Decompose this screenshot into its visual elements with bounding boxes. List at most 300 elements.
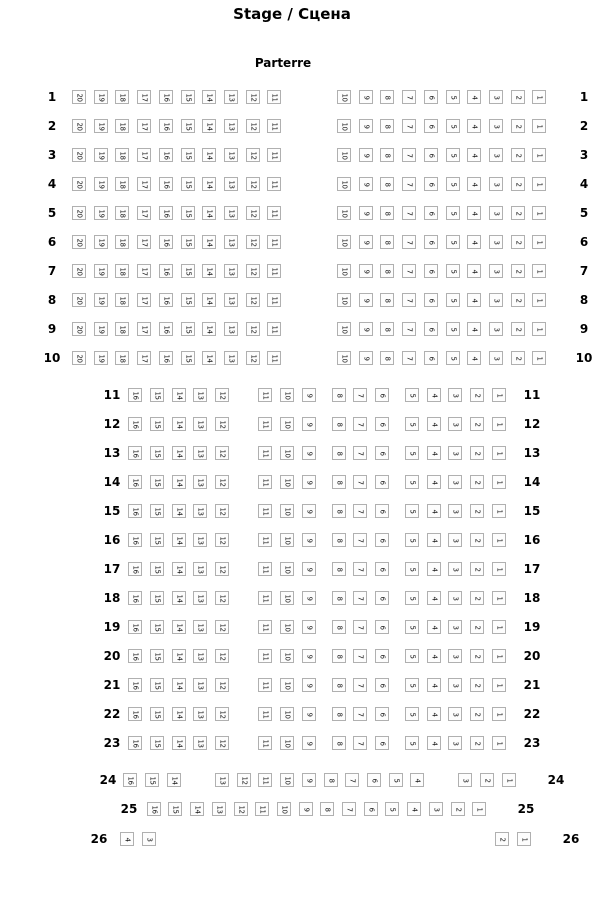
seat-row8-11[interactable] (267, 293, 281, 307)
seat-row4-19[interactable] (94, 177, 108, 191)
seat-row23-11[interactable] (258, 736, 272, 750)
seat-row19-15[interactable] (150, 620, 164, 634)
seat-row4-18[interactable] (115, 177, 129, 191)
seat-row7-11[interactable] (267, 264, 281, 278)
seat-row1-4[interactable] (467, 90, 481, 104)
seat-row15-11[interactable] (258, 504, 272, 518)
seat-row5-12[interactable] (246, 206, 260, 220)
seat-row5-17[interactable] (137, 206, 151, 220)
seat-row4-10[interactable] (337, 177, 351, 191)
seat-row4-11[interactable] (267, 177, 281, 191)
seat-row14-10[interactable] (280, 475, 294, 489)
seat-row2-1[interactable] (532, 119, 546, 133)
seat-row15-4[interactable] (427, 504, 441, 518)
seat-row8-9[interactable] (359, 293, 373, 307)
seat-row20-3[interactable] (448, 649, 462, 663)
seat-row1-17[interactable] (137, 90, 151, 104)
seat-row14-5[interactable] (405, 475, 419, 489)
seat-row1-13[interactable] (224, 90, 238, 104)
seat-row13-7[interactable] (353, 446, 367, 460)
seat-row16-7[interactable] (353, 533, 367, 547)
seat-row7-18[interactable] (115, 264, 129, 278)
seat-row3-11[interactable] (267, 148, 281, 162)
seat-row23-2[interactable] (470, 736, 484, 750)
seat-row3-2[interactable] (511, 148, 525, 162)
seat-row22-13[interactable] (193, 707, 207, 721)
seat-row6-17[interactable] (137, 235, 151, 249)
seat-row23-13[interactable] (193, 736, 207, 750)
seat-row1-11[interactable] (267, 90, 281, 104)
seat-row9-13[interactable] (224, 322, 238, 336)
seat-row9-8[interactable] (380, 322, 394, 336)
seat-row4-1[interactable] (532, 177, 546, 191)
seat-row10-3[interactable] (489, 351, 503, 365)
seat-row1-1[interactable] (532, 90, 546, 104)
seat-row4-5[interactable] (446, 177, 460, 191)
seat-row2-8[interactable] (380, 119, 394, 133)
seat-row15-5[interactable] (405, 504, 419, 518)
seat-row10-9[interactable] (359, 351, 373, 365)
seat-row3-15[interactable] (181, 148, 195, 162)
seat-row25-2[interactable] (451, 802, 465, 816)
seat-row14-2[interactable] (470, 475, 484, 489)
seat-row7-14[interactable] (202, 264, 216, 278)
seat-row13-15[interactable] (150, 446, 164, 460)
seat-row10-8[interactable] (380, 351, 394, 365)
seat-row24-13[interactable] (215, 773, 229, 787)
seat-row17-9[interactable] (302, 562, 316, 576)
seat-row23-3[interactable] (448, 736, 462, 750)
seat-row12-16[interactable] (128, 417, 142, 431)
seat-row19-7[interactable] (353, 620, 367, 634)
seat-row19-1[interactable] (492, 620, 506, 634)
seat-row3-5[interactable] (446, 148, 460, 162)
seat-row23-16[interactable] (128, 736, 142, 750)
seat-row21-11[interactable] (258, 678, 272, 692)
seat-row3-6[interactable] (424, 148, 438, 162)
seat-row12-5[interactable] (405, 417, 419, 431)
seat-row4-4[interactable] (467, 177, 481, 191)
seat-row19-8[interactable] (332, 620, 346, 634)
seat-row25-4[interactable] (407, 802, 421, 816)
seat-row10-16[interactable] (159, 351, 173, 365)
seat-row9-4[interactable] (467, 322, 481, 336)
seat-row17-1[interactable] (492, 562, 506, 576)
seat-row24-4[interactable] (410, 773, 424, 787)
seat-row21-8[interactable] (332, 678, 346, 692)
seat-row3-1[interactable] (532, 148, 546, 162)
seat-row8-12[interactable] (246, 293, 260, 307)
seat-row8-18[interactable] (115, 293, 129, 307)
seat-row9-5[interactable] (446, 322, 460, 336)
seat-row18-15[interactable] (150, 591, 164, 605)
seat-row14-7[interactable] (353, 475, 367, 489)
seat-row7-2[interactable] (511, 264, 525, 278)
seat-row13-6[interactable] (375, 446, 389, 460)
seat-row3-12[interactable] (246, 148, 260, 162)
seat-row12-14[interactable] (172, 417, 186, 431)
seat-row23-6[interactable] (375, 736, 389, 750)
seat-row14-16[interactable] (128, 475, 142, 489)
seat-row25-6[interactable] (364, 802, 378, 816)
seat-row23-1[interactable] (492, 736, 506, 750)
seat-row16-9[interactable] (302, 533, 316, 547)
seat-row13-3[interactable] (448, 446, 462, 460)
seat-row10-14[interactable] (202, 351, 216, 365)
seat-row24-7[interactable] (345, 773, 359, 787)
seat-row1-9[interactable] (359, 90, 373, 104)
seat-row1-14[interactable] (202, 90, 216, 104)
seat-row2-16[interactable] (159, 119, 173, 133)
seat-row23-4[interactable] (427, 736, 441, 750)
seat-row16-10[interactable] (280, 533, 294, 547)
seat-row25-1[interactable] (472, 802, 486, 816)
seat-row21-4[interactable] (427, 678, 441, 692)
seat-row2-15[interactable] (181, 119, 195, 133)
seat-row16-4[interactable] (427, 533, 441, 547)
seat-row18-8[interactable] (332, 591, 346, 605)
seat-row7-5[interactable] (446, 264, 460, 278)
seat-row26-1[interactable] (517, 832, 531, 846)
seat-row3-16[interactable] (159, 148, 173, 162)
seat-row17-12[interactable] (215, 562, 229, 576)
seat-row1-20[interactable] (72, 90, 86, 104)
seat-row13-10[interactable] (280, 446, 294, 460)
seat-row10-4[interactable] (467, 351, 481, 365)
seat-row15-7[interactable] (353, 504, 367, 518)
seat-row9-10[interactable] (337, 322, 351, 336)
seat-row2-19[interactable] (94, 119, 108, 133)
seat-row25-14[interactable] (190, 802, 204, 816)
seat-row15-15[interactable] (150, 504, 164, 518)
seat-row23-10[interactable] (280, 736, 294, 750)
seat-row16-14[interactable] (172, 533, 186, 547)
seat-row14-11[interactable] (258, 475, 272, 489)
seat-row17-8[interactable] (332, 562, 346, 576)
seat-row19-4[interactable] (427, 620, 441, 634)
seat-row3-14[interactable] (202, 148, 216, 162)
seat-row6-16[interactable] (159, 235, 173, 249)
seat-row15-3[interactable] (448, 504, 462, 518)
seat-row20-16[interactable] (128, 649, 142, 663)
seat-row7-6[interactable] (424, 264, 438, 278)
seat-row10-18[interactable] (115, 351, 129, 365)
seat-row2-5[interactable] (446, 119, 460, 133)
seat-row12-7[interactable] (353, 417, 367, 431)
seat-row15-12[interactable] (215, 504, 229, 518)
seat-row11-5[interactable] (405, 388, 419, 402)
seat-row4-17[interactable] (137, 177, 151, 191)
seat-row2-12[interactable] (246, 119, 260, 133)
seat-row10-6[interactable] (424, 351, 438, 365)
seat-row19-12[interactable] (215, 620, 229, 634)
seat-row19-6[interactable] (375, 620, 389, 634)
seat-row11-6[interactable] (375, 388, 389, 402)
seat-row13-12[interactable] (215, 446, 229, 460)
seat-row22-16[interactable] (128, 707, 142, 721)
seat-row2-14[interactable] (202, 119, 216, 133)
seat-row14-8[interactable] (332, 475, 346, 489)
seat-row10-10[interactable] (337, 351, 351, 365)
seat-row11-10[interactable] (280, 388, 294, 402)
seat-row9-7[interactable] (402, 322, 416, 336)
seat-row2-18[interactable] (115, 119, 129, 133)
seat-row8-7[interactable] (402, 293, 416, 307)
seat-row16-13[interactable] (193, 533, 207, 547)
seat-row14-9[interactable] (302, 475, 316, 489)
seat-row18-7[interactable] (353, 591, 367, 605)
seat-row12-2[interactable] (470, 417, 484, 431)
seat-row13-1[interactable] (492, 446, 506, 460)
seat-row9-18[interactable] (115, 322, 129, 336)
seat-row13-14[interactable] (172, 446, 186, 460)
seat-row2-6[interactable] (424, 119, 438, 133)
seat-row8-20[interactable] (72, 293, 86, 307)
seat-row8-8[interactable] (380, 293, 394, 307)
seat-row6-14[interactable] (202, 235, 216, 249)
seat-row4-9[interactable] (359, 177, 373, 191)
seat-row22-9[interactable] (302, 707, 316, 721)
seat-row5-19[interactable] (94, 206, 108, 220)
seat-row8-16[interactable] (159, 293, 173, 307)
seat-row2-10[interactable] (337, 119, 351, 133)
seat-row20-8[interactable] (332, 649, 346, 663)
seat-row16-12[interactable] (215, 533, 229, 547)
seat-row6-10[interactable] (337, 235, 351, 249)
seat-row5-1[interactable] (532, 206, 546, 220)
seat-row23-5[interactable] (405, 736, 419, 750)
seat-row14-3[interactable] (448, 475, 462, 489)
seat-row25-3[interactable] (429, 802, 443, 816)
seat-row17-6[interactable] (375, 562, 389, 576)
seat-row10-17[interactable] (137, 351, 151, 365)
seat-row3-13[interactable] (224, 148, 238, 162)
seat-row22-6[interactable] (375, 707, 389, 721)
seat-row3-18[interactable] (115, 148, 129, 162)
seat-row3-3[interactable] (489, 148, 503, 162)
seat-row20-1[interactable] (492, 649, 506, 663)
seat-row17-4[interactable] (427, 562, 441, 576)
seat-row8-14[interactable] (202, 293, 216, 307)
seat-row1-10[interactable] (337, 90, 351, 104)
seat-row1-18[interactable] (115, 90, 129, 104)
seat-row24-2[interactable] (480, 773, 494, 787)
seat-row6-5[interactable] (446, 235, 460, 249)
seat-row18-10[interactable] (280, 591, 294, 605)
seat-row25-8[interactable] (320, 802, 334, 816)
seat-row9-14[interactable] (202, 322, 216, 336)
seat-row11-8[interactable] (332, 388, 346, 402)
seat-row12-8[interactable] (332, 417, 346, 431)
seat-row7-10[interactable] (337, 264, 351, 278)
seat-row6-6[interactable] (424, 235, 438, 249)
seat-row26-4[interactable] (120, 832, 134, 846)
seat-row20-7[interactable] (353, 649, 367, 663)
seat-row18-5[interactable] (405, 591, 419, 605)
seat-row7-7[interactable] (402, 264, 416, 278)
seat-row17-13[interactable] (193, 562, 207, 576)
seat-row15-6[interactable] (375, 504, 389, 518)
seat-row2-2[interactable] (511, 119, 525, 133)
seat-row11-1[interactable] (492, 388, 506, 402)
seat-row21-7[interactable] (353, 678, 367, 692)
seat-row16-1[interactable] (492, 533, 506, 547)
seat-row10-1[interactable] (532, 351, 546, 365)
seat-row11-3[interactable] (448, 388, 462, 402)
seat-row8-4[interactable] (467, 293, 481, 307)
seat-row2-11[interactable] (267, 119, 281, 133)
seat-row22-11[interactable] (258, 707, 272, 721)
seat-row26-2[interactable] (495, 832, 509, 846)
seat-row8-17[interactable] (137, 293, 151, 307)
seat-row20-11[interactable] (258, 649, 272, 663)
seat-row12-9[interactable] (302, 417, 316, 431)
seat-row7-20[interactable] (72, 264, 86, 278)
seat-row12-10[interactable] (280, 417, 294, 431)
seat-row5-13[interactable] (224, 206, 238, 220)
seat-row10-13[interactable] (224, 351, 238, 365)
seat-row25-10[interactable] (277, 802, 291, 816)
seat-row4-20[interactable] (72, 177, 86, 191)
seat-row16-6[interactable] (375, 533, 389, 547)
seat-row23-8[interactable] (332, 736, 346, 750)
seat-row22-14[interactable] (172, 707, 186, 721)
seat-row13-13[interactable] (193, 446, 207, 460)
seat-row2-13[interactable] (224, 119, 238, 133)
seat-row16-3[interactable] (448, 533, 462, 547)
seat-row3-7[interactable] (402, 148, 416, 162)
seat-row17-14[interactable] (172, 562, 186, 576)
seat-row9-11[interactable] (267, 322, 281, 336)
seat-row17-15[interactable] (150, 562, 164, 576)
seat-row9-9[interactable] (359, 322, 373, 336)
seat-row4-12[interactable] (246, 177, 260, 191)
seat-row22-7[interactable] (353, 707, 367, 721)
seat-row11-15[interactable] (150, 388, 164, 402)
seat-row2-20[interactable] (72, 119, 86, 133)
seat-row15-10[interactable] (280, 504, 294, 518)
seat-row12-4[interactable] (427, 417, 441, 431)
seat-row5-15[interactable] (181, 206, 195, 220)
seat-row18-3[interactable] (448, 591, 462, 605)
seat-row4-6[interactable] (424, 177, 438, 191)
seat-row2-4[interactable] (467, 119, 481, 133)
seat-row5-20[interactable] (72, 206, 86, 220)
seat-row10-2[interactable] (511, 351, 525, 365)
seat-row5-9[interactable] (359, 206, 373, 220)
seat-row21-15[interactable] (150, 678, 164, 692)
seat-row5-11[interactable] (267, 206, 281, 220)
seat-row4-14[interactable] (202, 177, 216, 191)
seat-row6-4[interactable] (467, 235, 481, 249)
seat-row14-1[interactable] (492, 475, 506, 489)
seat-row1-6[interactable] (424, 90, 438, 104)
seat-row10-19[interactable] (94, 351, 108, 365)
seat-row10-12[interactable] (246, 351, 260, 365)
seat-row1-7[interactable] (402, 90, 416, 104)
seat-row20-6[interactable] (375, 649, 389, 663)
seat-row8-2[interactable] (511, 293, 525, 307)
seat-row20-5[interactable] (405, 649, 419, 663)
seat-row21-5[interactable] (405, 678, 419, 692)
seat-row7-3[interactable] (489, 264, 503, 278)
seat-row12-11[interactable] (258, 417, 272, 431)
seat-row7-13[interactable] (224, 264, 238, 278)
seat-row11-4[interactable] (427, 388, 441, 402)
seat-row23-12[interactable] (215, 736, 229, 750)
seat-row4-13[interactable] (224, 177, 238, 191)
seat-row20-4[interactable] (427, 649, 441, 663)
seat-row5-16[interactable] (159, 206, 173, 220)
seat-row17-16[interactable] (128, 562, 142, 576)
seat-row11-14[interactable] (172, 388, 186, 402)
seat-row7-9[interactable] (359, 264, 373, 278)
seat-row26-3[interactable] (142, 832, 156, 846)
seat-row8-15[interactable] (181, 293, 195, 307)
seat-row7-8[interactable] (380, 264, 394, 278)
seat-row24-8[interactable] (324, 773, 338, 787)
seat-row21-14[interactable] (172, 678, 186, 692)
seat-row16-2[interactable] (470, 533, 484, 547)
seat-row8-6[interactable] (424, 293, 438, 307)
seat-row24-10[interactable] (280, 773, 294, 787)
seat-row13-11[interactable] (258, 446, 272, 460)
seat-row6-1[interactable] (532, 235, 546, 249)
seat-row20-10[interactable] (280, 649, 294, 663)
seat-row1-3[interactable] (489, 90, 503, 104)
seat-row19-10[interactable] (280, 620, 294, 634)
seat-row10-5[interactable] (446, 351, 460, 365)
seat-row20-2[interactable] (470, 649, 484, 663)
seat-row22-12[interactable] (215, 707, 229, 721)
seat-row15-16[interactable] (128, 504, 142, 518)
seat-row21-1[interactable] (492, 678, 506, 692)
seat-row20-9[interactable] (302, 649, 316, 663)
seat-row2-7[interactable] (402, 119, 416, 133)
seat-row2-3[interactable] (489, 119, 503, 133)
seat-row7-12[interactable] (246, 264, 260, 278)
seat-row14-6[interactable] (375, 475, 389, 489)
seat-row24-3[interactable] (458, 773, 472, 787)
seat-row1-5[interactable] (446, 90, 460, 104)
seat-row21-3[interactable] (448, 678, 462, 692)
seat-row24-6[interactable] (367, 773, 381, 787)
seat-row8-3[interactable] (489, 293, 503, 307)
seat-row12-15[interactable] (150, 417, 164, 431)
seat-row17-5[interactable] (405, 562, 419, 576)
seat-row4-3[interactable] (489, 177, 503, 191)
seat-row1-2[interactable] (511, 90, 525, 104)
seat-row3-4[interactable] (467, 148, 481, 162)
seat-row17-3[interactable] (448, 562, 462, 576)
seat-row8-13[interactable] (224, 293, 238, 307)
seat-row14-14[interactable] (172, 475, 186, 489)
seat-row17-11[interactable] (258, 562, 272, 576)
seat-row19-13[interactable] (193, 620, 207, 634)
seat-row21-2[interactable] (470, 678, 484, 692)
seat-row24-9[interactable] (302, 773, 316, 787)
seat-row15-8[interactable] (332, 504, 346, 518)
seat-row16-16[interactable] (128, 533, 142, 547)
seat-row5-14[interactable] (202, 206, 216, 220)
seat-row11-2[interactable] (470, 388, 484, 402)
seat-row7-1[interactable] (532, 264, 546, 278)
seat-row25-16[interactable] (147, 802, 161, 816)
seat-row13-8[interactable] (332, 446, 346, 460)
seat-row18-2[interactable] (470, 591, 484, 605)
seat-row19-5[interactable] (405, 620, 419, 634)
seat-row25-7[interactable] (342, 802, 356, 816)
